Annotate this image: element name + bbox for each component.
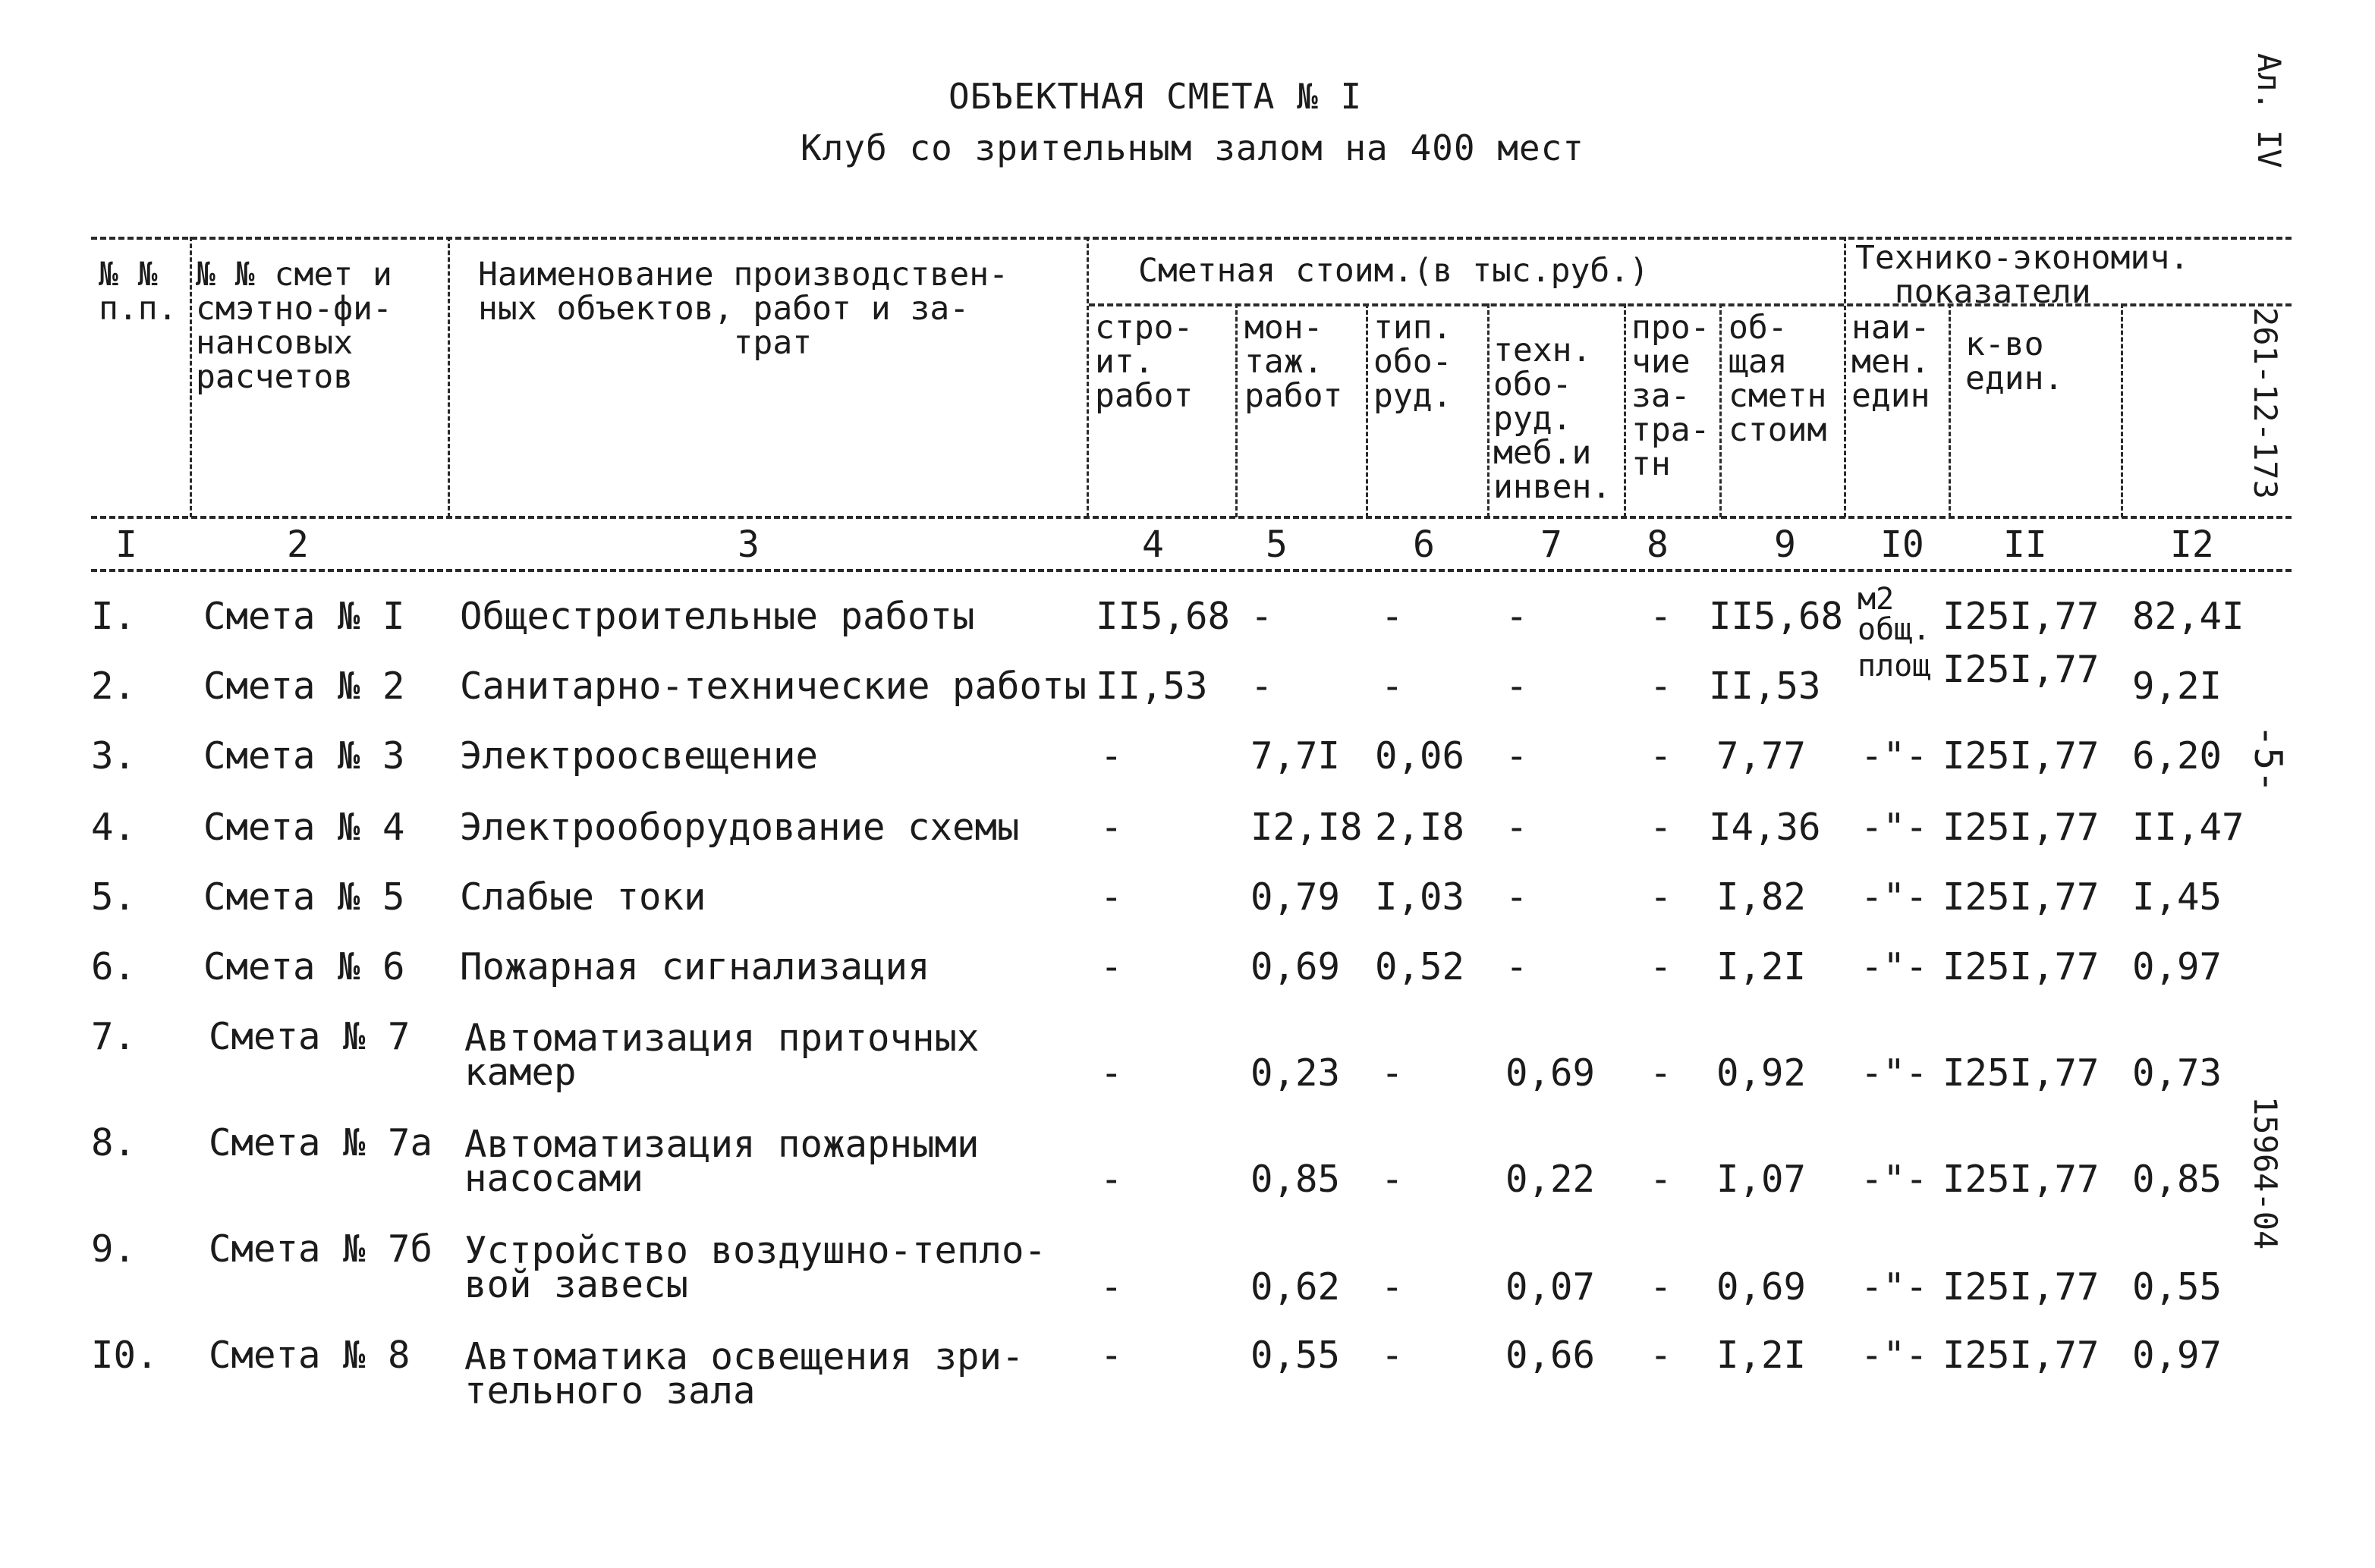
header-col-3: Наименование производствен- ных объектов, работ и за- трат xyxy=(478,256,1008,362)
row-number: 8. xyxy=(91,1121,137,1164)
cell-installation: - xyxy=(1250,665,1273,708)
cell-indicator: I,45 xyxy=(2132,875,2222,919)
cell-installation: 7,7I xyxy=(1250,734,1341,778)
cell-indicator: 82,4I xyxy=(2132,595,2244,638)
cell-typical-equipment: - xyxy=(1381,1334,1404,1377)
smeta-ref: Смета № 7б xyxy=(209,1227,433,1271)
work-name: Электроосвещение xyxy=(460,734,819,778)
row-number: 6. xyxy=(91,945,137,988)
column-number: 8 xyxy=(1647,523,1669,566)
work-name: Слабые токи xyxy=(460,875,706,919)
column-number: 9 xyxy=(1774,523,1796,566)
cell-other-costs: - xyxy=(1650,806,1672,849)
cell-other-costs: - xyxy=(1650,1334,1672,1377)
cell-construction: - xyxy=(1100,1158,1123,1201)
side-code-bottom: 15964-04 xyxy=(2247,1096,2284,1250)
cell-installation: - xyxy=(1250,595,1273,638)
cell-other-costs: - xyxy=(1650,1265,1672,1309)
smeta-ref: Смета № 7 xyxy=(209,1015,411,1058)
cell-typical-equipment: - xyxy=(1381,595,1404,638)
cell-typical-equipment: I,03 xyxy=(1375,875,1465,919)
row-number: 9. xyxy=(91,1227,137,1271)
document-title: ОБЪЕКТНАЯ СМЕТА № I xyxy=(948,76,1363,117)
work-name: Автоматика освещения зри- тельного зала xyxy=(464,1335,1024,1412)
cell-installation: 0,69 xyxy=(1250,945,1341,988)
cell-unit: площ xyxy=(1858,649,1931,683)
cell-typical-equipment: - xyxy=(1381,1051,1404,1095)
cell-indicator: 0,97 xyxy=(2132,1334,2222,1377)
row-number: 4. xyxy=(91,806,137,849)
cell-typical-equipment: - xyxy=(1381,1158,1404,1201)
cell-indicator: 0,55 xyxy=(2132,1265,2222,1309)
column-number: II xyxy=(2003,523,2047,566)
smeta-ref: Смета № 7а xyxy=(209,1121,433,1164)
cell-indicator: 6,20 xyxy=(2132,734,2222,778)
cell-tech-equipment: 0,22 xyxy=(1505,1158,1596,1201)
cell-indicator: 0,85 xyxy=(2132,1158,2222,1201)
smeta-ref: Смета № 5 xyxy=(203,875,405,919)
header-col-10: наи- мен. един xyxy=(1851,309,1930,415)
cell-quantity: I25I,77 xyxy=(1942,1265,2100,1309)
cell-tech-equipment: - xyxy=(1505,734,1528,778)
cell-total-cost: 7,77 xyxy=(1716,734,1807,778)
smeta-ref: Смета № 4 xyxy=(203,806,405,849)
column-number: 5 xyxy=(1266,523,1288,566)
cell-quantity: I25I,77 xyxy=(1942,1051,2100,1095)
header-col-6: тип. обо- руд. xyxy=(1373,309,1452,415)
cell-indicator: II,47 xyxy=(2132,806,2244,849)
work-name: Санитарно-технические работы xyxy=(460,665,1087,708)
cell-tech-equipment: - xyxy=(1505,665,1528,708)
column-number: I2 xyxy=(2170,523,2214,566)
cell-total-cost: II5,68 xyxy=(1709,595,1844,638)
cell-quantity: I25I,77 xyxy=(1942,806,2100,849)
cell-installation: 0,62 xyxy=(1250,1265,1341,1309)
cell-quantity: I25I,77 xyxy=(1942,734,2100,778)
cell-indicator: 0,73 xyxy=(2132,1051,2222,1095)
cell-other-costs: - xyxy=(1650,734,1672,778)
cell-total-cost: I,82 xyxy=(1716,875,1807,919)
column-number: 4 xyxy=(1142,523,1164,566)
cell-unit: -"- xyxy=(1861,806,1928,849)
cell-tech-equipment: - xyxy=(1505,875,1528,919)
header-col-7: техн. обо- руд. меб.и инвен. xyxy=(1493,332,1612,506)
cell-unit: -"- xyxy=(1861,1265,1928,1309)
smeta-ref: Смета № I xyxy=(203,595,405,638)
column-number: I0 xyxy=(1880,523,1924,566)
row-number: 7. xyxy=(91,1015,137,1058)
cell-unit: -"- xyxy=(1861,734,1928,778)
row-number: I0. xyxy=(91,1334,159,1377)
cell-total-cost: I,2I xyxy=(1716,1334,1807,1377)
header-group-cost: Сметная стоим.(в тыс.руб.) xyxy=(1138,252,1650,290)
row-number: 2. xyxy=(91,665,137,708)
cell-tech-equipment: 0,69 xyxy=(1505,1051,1596,1095)
work-name: Электрооборудование схемы xyxy=(460,806,1020,849)
cell-total-cost: 0,69 xyxy=(1716,1265,1807,1309)
cell-construction: - xyxy=(1100,1051,1123,1095)
work-name: Автоматизация пожарными насосами xyxy=(464,1123,980,1200)
cell-typical-equipment: 0,52 xyxy=(1375,945,1465,988)
cell-unit: -"- xyxy=(1861,1334,1928,1377)
smeta-ref: Смета № 3 xyxy=(203,734,405,778)
smeta-ref: Смета № 8 xyxy=(209,1334,411,1377)
column-number: I xyxy=(115,523,137,566)
page-number: -5- xyxy=(2246,724,2290,793)
cell-total-cost: I,07 xyxy=(1716,1158,1807,1201)
cell-unit: -"- xyxy=(1861,945,1928,988)
cell-total-cost: I4,36 xyxy=(1709,806,1821,849)
cell-unit: -"- xyxy=(1861,875,1928,919)
cell-typical-equipment: - xyxy=(1381,1265,1404,1309)
cell-indicator: 0,97 xyxy=(2132,945,2222,988)
cell-quantity: I25I,77 xyxy=(1942,1158,2100,1201)
cell-other-costs: - xyxy=(1650,945,1672,988)
cell-tech-equipment: 0,07 xyxy=(1505,1265,1596,1309)
row-number: I. xyxy=(91,595,137,638)
cell-construction: - xyxy=(1100,945,1123,988)
cell-typical-equipment: 2,I8 xyxy=(1375,806,1465,849)
header-col-2: № № смет и смэтно-фи- нансовых расчетов xyxy=(196,256,392,396)
header-col-9: об- щая сметн стоим xyxy=(1729,309,1827,449)
smeta-ref: Смета № 2 xyxy=(203,665,405,708)
cell-indicator: 9,2I xyxy=(2132,665,2222,708)
cell-installation: 0,55 xyxy=(1250,1334,1341,1377)
cell-installation: I2,I8 xyxy=(1250,806,1363,849)
cell-tech-equipment: - xyxy=(1505,945,1528,988)
cell-construction: - xyxy=(1100,1334,1123,1377)
cell-unit: -"- xyxy=(1861,1051,1928,1095)
cell-construction: II5,68 xyxy=(1096,595,1231,638)
cell-quantity: I25I,77 xyxy=(1942,648,2100,691)
cell-construction: - xyxy=(1100,734,1123,778)
header-col-5: мон- таж. работ xyxy=(1244,309,1343,415)
header-col-11: к-во един. xyxy=(1965,325,2064,397)
cell-total-cost: I,2I xyxy=(1716,945,1807,988)
cell-total-cost: 0,92 xyxy=(1716,1051,1807,1095)
column-number: 7 xyxy=(1540,523,1562,566)
cell-other-costs: - xyxy=(1650,1158,1672,1201)
side-code-top: 261-12-173 xyxy=(2247,307,2284,499)
header-col-4: стро- ит. работ xyxy=(1095,309,1194,415)
cell-quantity: I25I,77 xyxy=(1942,875,2100,919)
column-number: 3 xyxy=(738,523,760,566)
cell-construction: - xyxy=(1100,1265,1123,1309)
cell-construction: - xyxy=(1100,875,1123,919)
cell-unit: -"- xyxy=(1861,1158,1928,1201)
cell-other-costs: - xyxy=(1650,595,1672,638)
header-group-tech: Технико-экономич. показатели xyxy=(1855,239,2190,311)
cell-quantity: I25I,77 xyxy=(1942,595,2100,638)
cell-other-costs: - xyxy=(1650,875,1672,919)
work-name: Автоматизация приточных камер xyxy=(464,1017,980,1094)
header-col-1: № № п.п. xyxy=(99,256,178,328)
row-number: 3. xyxy=(91,734,137,778)
work-name: Устройство воздушно-тепло- вой завесы xyxy=(464,1229,1047,1306)
work-name: Общестроительные работы xyxy=(460,595,975,638)
cell-typical-equipment: 0,06 xyxy=(1375,734,1465,778)
cell-tech-equipment: - xyxy=(1505,806,1528,849)
column-number: 6 xyxy=(1413,523,1435,566)
cell-other-costs: - xyxy=(1650,1051,1672,1095)
cell-construction: - xyxy=(1100,806,1123,849)
header-col-8: про- чие за- тра- тн xyxy=(1631,309,1710,483)
cell-other-costs: - xyxy=(1650,665,1672,708)
cell-installation: 0,85 xyxy=(1250,1158,1341,1201)
cell-quantity: I25I,77 xyxy=(1942,945,2100,988)
page-label: Ал. IV xyxy=(2251,53,2288,168)
cell-tech-equipment: - xyxy=(1505,595,1528,638)
cell-unit: м2 общ. xyxy=(1858,582,1931,647)
document-subtitle: Клуб со зрительным залом на 400 мест xyxy=(801,127,1584,168)
cell-tech-equipment: 0,66 xyxy=(1505,1334,1596,1377)
cell-construction: II,53 xyxy=(1096,665,1208,708)
cell-quantity: I25I,77 xyxy=(1942,1334,2100,1377)
work-name: Пожарная сигнализация xyxy=(460,945,930,988)
cell-installation: 0,23 xyxy=(1250,1051,1341,1095)
row-number: 5. xyxy=(91,875,137,919)
cell-typical-equipment: - xyxy=(1381,665,1404,708)
cell-installation: 0,79 xyxy=(1250,875,1341,919)
cell-total-cost: II,53 xyxy=(1709,665,1821,708)
column-number: 2 xyxy=(287,523,309,566)
smeta-ref: Смета № 6 xyxy=(203,945,405,988)
